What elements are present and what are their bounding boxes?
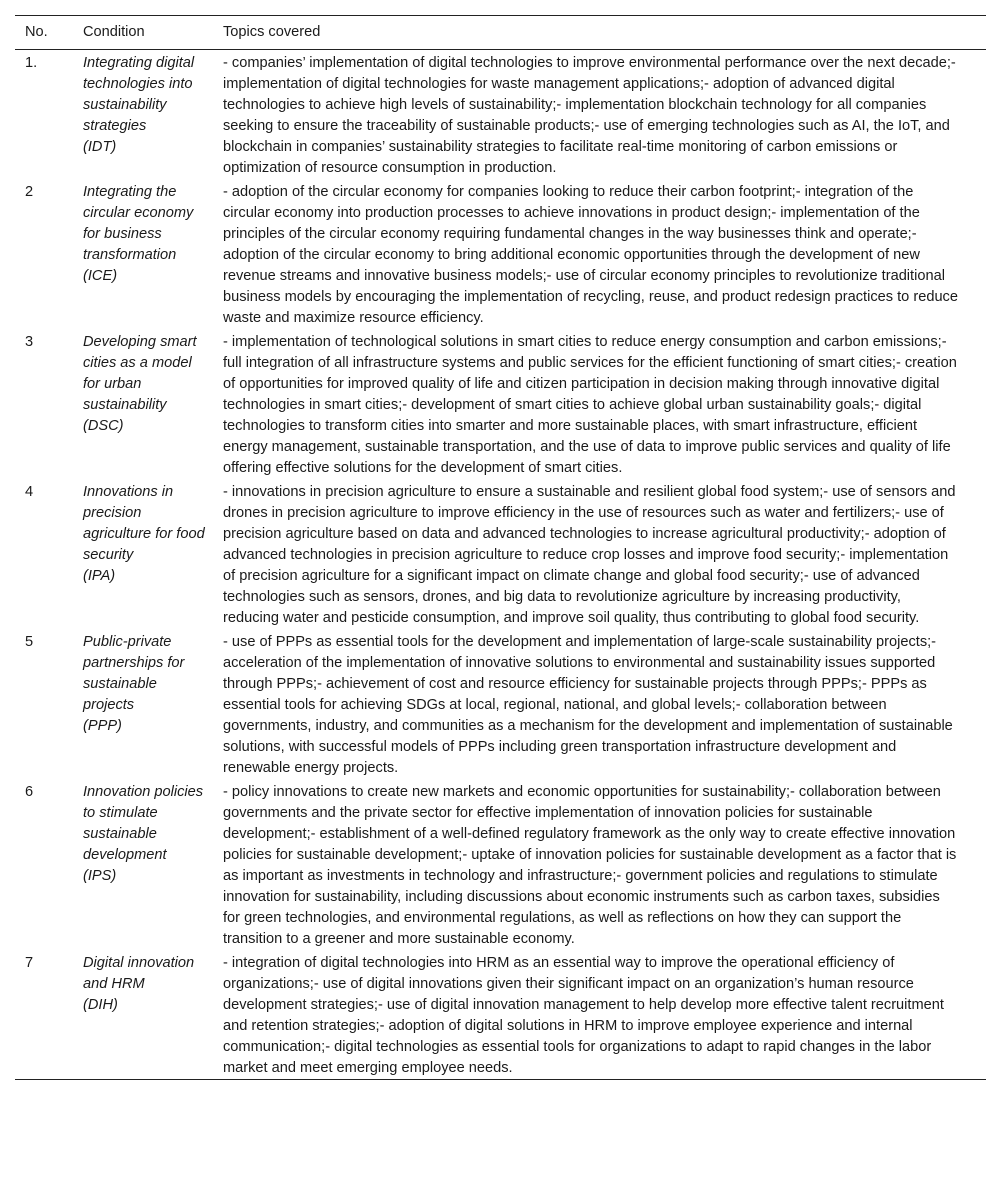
condition-name: Digital innovation and HRM <box>83 955 195 992</box>
condition-name: Public-private partnerships for sustainable projects <box>83 634 185 713</box>
topics-cell: - use of PPPs as essential tools for the development and implementation of large-scale sustainability projects;- acceleration of the implementation of innovative solutions to environmental and sustainability issues supported through PPPs;- achievement of cost and resource efficiency for sustainable projects through PPPs;- PPPs as essential tools for achieving SDGs at local, regional, national, and global levels;- collaboration between governments, industry, and communities as a mechanism for the development and implementation of sustainable solutions, with successful models of PPPs including green transportation infrastructure development and renewable energy projects. <box>223 634 953 776</box>
row-number: 6 <box>25 784 34 800</box>
header-topics: Topics covered <box>223 24 321 40</box>
condition-cell <box>75 779 215 950</box>
condition-name: Innovations in precision agriculture for food security <box>83 484 205 563</box>
table-row <box>15 179 986 329</box>
table-row <box>15 950 986 1080</box>
row-number: 3 <box>25 334 34 350</box>
table-row <box>15 779 986 950</box>
header-condition: Condition <box>83 24 145 40</box>
condition-cell <box>75 50 215 180</box>
conditions-table-container <box>15 15 986 1080</box>
row-number: 4 <box>25 484 34 500</box>
condition-abbr: (PPP) <box>83 718 122 734</box>
topics-cell: - integration of digital technologies into HRM as an essential way to improve the operational efficiency of organizations;- use of digital innovations given their significant impact on an organization’s human resource development strategies;- use of digital innovation management to help develop more effective talent recruitment and retention strategies;- adoption of digital solutions in HRM to improve employee experience and internal communication;- digital technologies as essential tools for organizations to adapt to rapid changes in the labor market and meet emerging employee needs. <box>223 955 944 1076</box>
conditions-table <box>15 15 986 1080</box>
condition-abbr: (ICE) <box>83 268 118 284</box>
condition-name: Developing smart cities as a model for urban sustainability <box>83 334 197 413</box>
header-row <box>15 16 986 50</box>
row-number: 5 <box>25 634 34 650</box>
table-row <box>15 329 986 479</box>
condition-abbr: (DIH) <box>83 997 118 1013</box>
topics-cell: - adoption of the circular economy for companies looking to reduce their carbon footprint;- integration of the circular economy into production processes to achieve innovations in product design;- implementation of the principles of the circular economy requiring fundamental changes in the way businesses think and operate;- adoption of the circular economy to bring additional economic opportunities through the development of new revenue streams and innovative business models;- use of circular economy principles to revolutionize traditional business models by encouraging the implementation of recycling, reuse, and product redesign practices to reduce waste and maximize resource efficiency. <box>223 184 958 326</box>
table-body <box>15 50 986 1080</box>
row-number: 1. <box>25 55 38 71</box>
condition-cell <box>75 179 215 329</box>
table-row <box>15 50 986 180</box>
condition-name: Integrating the circular economy for business transformation <box>83 184 194 263</box>
table-row <box>15 479 986 629</box>
condition-abbr: (IPA) <box>83 568 116 584</box>
topics-cell: - companies’ implementation of digital technologies to improve environmental performance over the next decade;- implementation of digital technologies for waste management applications;- adoption of advanced digital technologies to achieve high levels of sustainability;- implementation blockchain technology for all companies seeking to ensure the traceability of sustainable products;- use of emerging technologies such as AI, the IoT, and blockchain in companies’ sustainability strategies to facilitate real-time monitoring of carbon emissions or optimization of resource consumption in production. <box>223 55 956 176</box>
header-no: No. <box>25 24 48 40</box>
condition-cell <box>75 329 215 479</box>
row-number: 2 <box>25 184 34 200</box>
row-number: 7 <box>25 955 34 971</box>
condition-abbr: (DSC) <box>83 418 124 434</box>
condition-name: Innovation policies to stimulate sustainable development <box>83 784 204 863</box>
condition-abbr: (IDT) <box>83 139 117 155</box>
condition-cell <box>75 950 215 1080</box>
condition-cell <box>75 629 215 779</box>
table-row <box>15 629 986 779</box>
topics-cell: - innovations in precision agriculture to ensure a sustainable and resilient global food system;- use of sensors and drones in precision agriculture to improve efficiency in the use of resources such as water and fertilizers;- use of precision agriculture based on data and advanced technologies to increase agricultural productivity;- adoption of advanced technologies in precision agriculture to reduce crop losses and improve food security;- implementation of precision agriculture for a significant impact on climate change and global food security;- use of advanced technologies such as sensors, drones, and big data to revolutionize agriculture by increasing productivity, reducing water and pesticide consumption, and improve soil quality, thus contributing to global food security. <box>223 484 956 626</box>
condition-abbr: (IPS) <box>83 868 117 884</box>
condition-cell <box>75 479 215 629</box>
condition-name: Integrating digital technologies into sustainability strategies <box>83 55 195 134</box>
topics-cell: - policy innovations to create new markets and economic opportunities for sustainability;- collaboration between governments and the private sector for effective implementation of innovation policies for sustainable development;- establishment of a well-defined regulatory framework as the only way to create effective innovation policies for sustainable development;- uptake of innovation policies for sustainable development as a factor that is as important as investments in technology and infrastructure;- government policies and regulations to stimulate innovation for sustainability, including discussions about economic instruments such as carbon taxes, subsidies for green technologies, and environmental regulations, as well as reflections on how they can support the transition to a greener and more sustainable economy. <box>223 784 957 947</box>
topics-cell: - implementation of technological solutions in smart cities to reduce energy consumption and carbon emissions;- full integration of all infrastructure systems and public services for the efficient functioning of smart cities;- creation of opportunities for improved quality of life and citizen participation in decision making through innovative digital technologies in smart cities;- development of smart cities to achieve global urban sustainability goals;- digital technologies to transform cities into smarter and more sustainable places, with smart infrastructure, efficient energy management, sustainable transportation, and the use of data to improve public services and quality of life offering effective solutions for the development of smart cities. <box>223 334 957 476</box>
table-header <box>15 16 986 50</box>
